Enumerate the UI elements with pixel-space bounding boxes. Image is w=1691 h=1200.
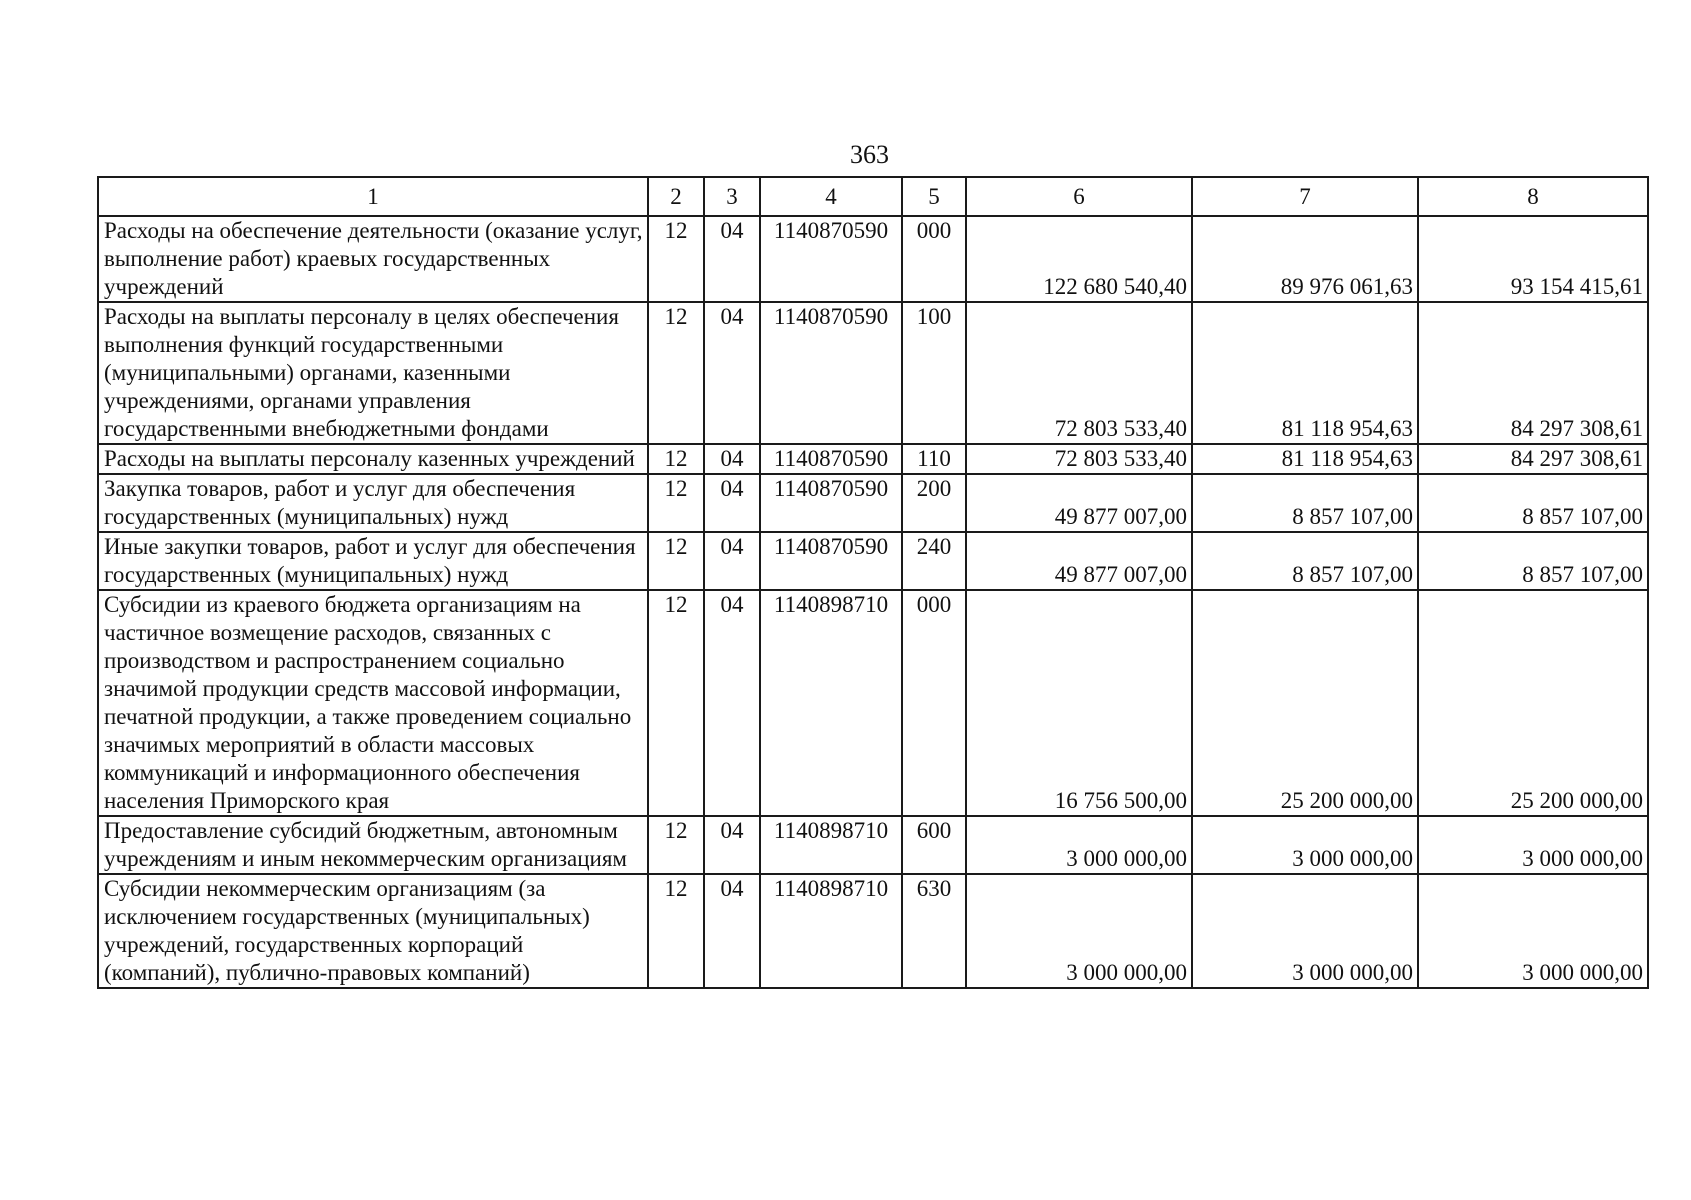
column-header: 2 — [648, 177, 704, 216]
expense-type-cell: 100 — [902, 302, 966, 444]
table-row — [98, 532, 1648, 590]
subsection-cell: 04 — [704, 444, 760, 474]
expense-type-cell: 110 — [902, 444, 966, 474]
table-row — [98, 874, 1648, 988]
target-article-cell: 1140870590 — [760, 444, 902, 474]
subsection-cell: 04 — [704, 816, 760, 874]
section-cell: 12 — [648, 216, 704, 302]
budget-table — [97, 176, 1649, 989]
target-article-cell: 1140898710 — [760, 590, 902, 816]
row-name-cell: Расходы на выплаты персоналу в целях обеспечения выполнения функций государственными (муниципальными) органами, казенными учреждениями, органами управления государственными внебюджетными фондами — [98, 302, 648, 444]
amount-cell: 3 000 000,00 — [1418, 816, 1648, 874]
table-row — [98, 302, 1648, 444]
amount-cell: 3 000 000,00 — [1418, 874, 1648, 988]
section-cell: 12 — [648, 590, 704, 816]
amount-cell: 72 803 533,40 — [966, 302, 1192, 444]
column-header: 6 — [966, 177, 1192, 216]
column-header: 3 — [704, 177, 760, 216]
section-cell: 12 — [648, 444, 704, 474]
table-row — [98, 216, 1648, 302]
amount-cell: 3 000 000,00 — [1192, 874, 1418, 988]
amount-cell: 122 680 540,40 — [966, 216, 1192, 302]
amount-cell: 8 857 107,00 — [1192, 532, 1418, 590]
column-header: 8 — [1418, 177, 1648, 216]
amount-cell: 25 200 000,00 — [1418, 590, 1648, 816]
table-row — [98, 590, 1648, 816]
expense-type-cell: 600 — [902, 816, 966, 874]
expense-type-cell: 630 — [902, 874, 966, 988]
amount-cell: 84 297 308,61 — [1418, 444, 1648, 474]
row-name-cell: Предоставление субсидий бюджетным, автономным учреждениям и иным некоммерческим организациям — [98, 816, 648, 874]
expense-type-cell: 200 — [902, 474, 966, 532]
column-header: 7 — [1192, 177, 1418, 216]
section-cell: 12 — [648, 874, 704, 988]
amount-cell: 8 857 107,00 — [1418, 532, 1648, 590]
section-cell: 12 — [648, 474, 704, 532]
target-article-cell: 1140870590 — [760, 532, 902, 590]
subsection-cell: 04 — [704, 874, 760, 988]
amount-cell: 3 000 000,00 — [966, 874, 1192, 988]
table-row — [98, 816, 1648, 874]
row-name-cell: Субсидии из краевого бюджета организациям на частичное возмещение расходов, связанных с производством и распространением социально значимой продукции средств массовой информации, печатной продукции, а также проведением социально значимых мероприятий в области массовых коммуникаций и информационного обеспечения населения Приморского края — [98, 590, 648, 816]
target-article-cell: 1140898710 — [760, 874, 902, 988]
amount-cell: 93 154 415,61 — [1418, 216, 1648, 302]
row-name-cell: Расходы на обеспечение деятельности (оказание услуг, выполнение работ) краевых государственных учреждений — [98, 216, 648, 302]
expense-type-cell: 240 — [902, 532, 966, 590]
subsection-cell: 04 — [704, 302, 760, 444]
section-cell: 12 — [648, 816, 704, 874]
expense-type-cell: 000 — [902, 216, 966, 302]
amount-cell: 81 118 954,63 — [1192, 444, 1418, 474]
column-header: 1 — [98, 177, 648, 216]
amount-cell: 49 877 007,00 — [966, 532, 1192, 590]
amount-cell: 8 857 107,00 — [1418, 474, 1648, 532]
target-article-cell: 1140870590 — [760, 302, 902, 444]
expense-type-cell: 000 — [902, 590, 966, 816]
target-article-cell: 1140898710 — [760, 816, 902, 874]
subsection-cell: 04 — [704, 590, 760, 816]
subsection-cell: 04 — [704, 474, 760, 532]
row-name-cell: Закупка товаров, работ и услуг для обеспечения государственных (муниципальных) нужд — [98, 474, 648, 532]
amount-cell: 16 756 500,00 — [966, 590, 1192, 816]
row-name-cell: Расходы на выплаты персоналу казенных учреждений — [98, 444, 648, 474]
amount-cell: 84 297 308,61 — [1418, 302, 1648, 444]
subsection-cell: 04 — [704, 216, 760, 302]
amount-cell: 8 857 107,00 — [1192, 474, 1418, 532]
amount-cell: 72 803 533,40 — [966, 444, 1192, 474]
subsection-cell: 04 — [704, 532, 760, 590]
section-cell: 12 — [648, 302, 704, 444]
page-number: 363 — [850, 140, 889, 169]
row-name-cell: Субсидии некоммерческим организациям (за исключением государственных (муниципальных) учреждений, государственных корпораций (компаний), публично-правовых компаний) — [98, 874, 648, 988]
table-row — [98, 444, 1648, 474]
amount-cell: 81 118 954,63 — [1192, 302, 1418, 444]
table-row — [98, 474, 1648, 532]
column-header: 5 — [902, 177, 966, 216]
column-header: 4 — [760, 177, 902, 216]
amount-cell: 3 000 000,00 — [966, 816, 1192, 874]
row-name-cell: Иные закупки товаров, работ и услуг для обеспечения государственных (муниципальных) нужд — [98, 532, 648, 590]
target-article-cell: 1140870590 — [760, 216, 902, 302]
target-article-cell: 1140870590 — [760, 474, 902, 532]
section-cell: 12 — [648, 532, 704, 590]
amount-cell: 3 000 000,00 — [1192, 816, 1418, 874]
amount-cell: 89 976 061,63 — [1192, 216, 1418, 302]
header-row — [98, 177, 1648, 216]
amount-cell: 49 877 007,00 — [966, 474, 1192, 532]
amount-cell: 25 200 000,00 — [1192, 590, 1418, 816]
